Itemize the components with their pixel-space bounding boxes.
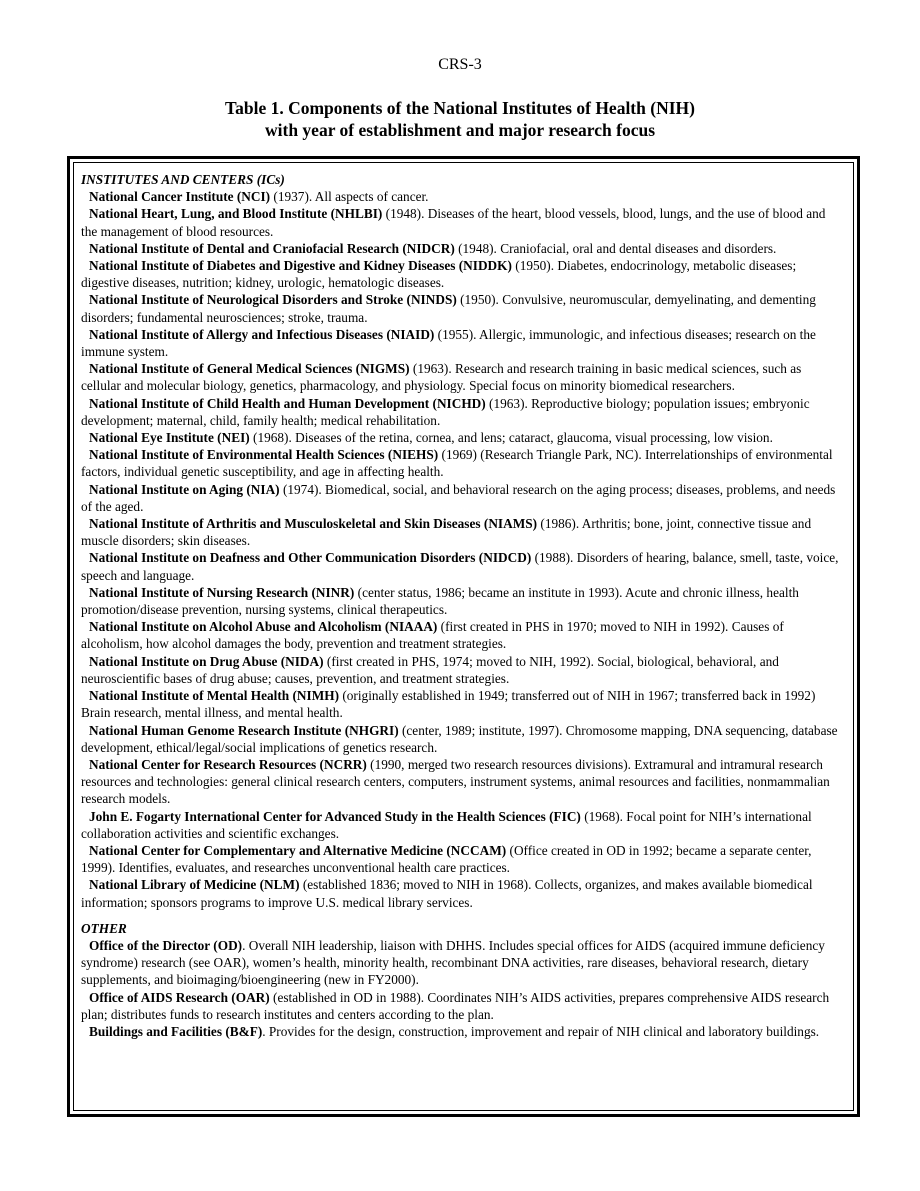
entry-name: National Institute on Drug Abuse (NIDA) bbox=[89, 653, 324, 669]
entry-name: National Eye Institute (NEI) bbox=[89, 430, 250, 446]
entry-description: (1948). Craniofacial, oral and dental diseases and disorders. bbox=[454, 240, 777, 256]
table-entry bbox=[81, 326, 843, 360]
table-entry bbox=[81, 395, 843, 429]
section-spacer bbox=[81, 911, 843, 920]
table-entry bbox=[81, 446, 843, 480]
entry-description: (1968). Diseases of the retina, cornea, and lens; cataract, glaucoma, visual processing, low vision. bbox=[249, 430, 773, 446]
entry-name: National Heart, Lung, and Blood Institute (NHLBI) bbox=[89, 206, 383, 222]
table-entry bbox=[81, 756, 843, 808]
entry-description: (1974). Biomedical, social, and behavioral research on the aging process; diseases, problems, and needs of the aged. bbox=[81, 481, 836, 514]
entry-name: National Institute on Deafness and Other Communication Disorders (NIDCD) bbox=[89, 550, 532, 566]
entry-description: (Office created in OD in 1992; became a separate center, 1999). Identifies, evaluates, and researches unconventional health care practices. bbox=[81, 842, 812, 876]
entry-name: National Institute of Environmental Health Sciences (NIEHS) bbox=[89, 447, 439, 463]
entry-description: (1955). Allergic, immunologic, and infectious diseases; research on the immune system. bbox=[81, 326, 816, 360]
table-entry bbox=[81, 687, 843, 721]
entry-name: Office of the Director (OD) bbox=[89, 937, 243, 953]
entry-description: (1969) (Research Triangle Park, NC). Interrelationships of environmental factors, individual genetic susceptibility, and age in affecting health. bbox=[81, 447, 833, 480]
entry-name: National Center for Complementary and Alternative Medicine (NCCAM) bbox=[89, 842, 507, 858]
table-entry bbox=[81, 842, 843, 876]
table-title bbox=[0, 97, 920, 141]
table-entry bbox=[81, 257, 843, 291]
entry-description: (1950). Convulsive, neuromuscular, demyelinating, and dementing disorders; fundamental neurosciences; stroke, trauma. bbox=[81, 292, 816, 325]
table-entry bbox=[81, 937, 843, 989]
entry-name: National Institute of General Medical Sciences (NIGMS) bbox=[89, 361, 410, 377]
table-entry bbox=[81, 618, 843, 652]
entry-description: (1990, merged two research resources divisions). Extramural and intramural research resources and technologies: general clinical research centers, computers, instrument systems, animal resources and facilities, nonmammalian research models. bbox=[81, 756, 830, 807]
table-entry bbox=[81, 653, 843, 687]
entry-description: . Provides for the design, construction, improvement and repair of NIH clinical and laboratory buildings. bbox=[262, 1023, 820, 1039]
table-entry bbox=[81, 429, 843, 446]
table-entry bbox=[81, 722, 843, 756]
entry-name: John E. Fogarty International Center for Advanced Study in the Health Sciences (FIC) bbox=[89, 808, 581, 824]
entry-name: National Institute of Dental and Craniofacial Research (NIDCR) bbox=[89, 240, 455, 256]
entry-name: Buildings and Facilities (B&F) bbox=[89, 1023, 263, 1039]
entry-name: National Cancer Institute (NCI) bbox=[89, 189, 271, 205]
entry-description: . Overall NIH leadership, liaison with DHHS. Includes special offices for AIDS (acquired immune deficiency syndrome) research (see OAR), women’s health, minority health, recombinant DNA activities, rare diseases, behavioral research, dietary supplements, and bioimaging/bioengineering (new in FY2000). bbox=[81, 937, 825, 988]
section-heading: OTHER bbox=[81, 920, 127, 936]
entry-name: National Institute of Allergy and Infectious Diseases (NIAID) bbox=[89, 326, 435, 342]
table-entry bbox=[81, 291, 843, 325]
page-header: CRS-3 bbox=[438, 56, 482, 73]
entry-description: (1988). Disorders of hearing, balance, smell, taste, voice, speech and language. bbox=[81, 550, 839, 583]
table-entry bbox=[81, 1023, 843, 1040]
entry-name: National Institute on Aging (NIA) bbox=[89, 481, 280, 497]
entry-description: (1950). Diabetes, endocrinology, metabolic diseases; digestive diseases, nutrition; kidney, urologic, hematologic diseases. bbox=[81, 258, 797, 291]
table-entry bbox=[81, 515, 843, 549]
entry-name: National Human Genome Research Institute (NHGRI) bbox=[89, 722, 399, 738]
entry-name: National Institute of Nursing Research (NINR) bbox=[89, 584, 355, 600]
entry-description: (1963). Research and research training in basic medical sciences, such as cellular and molecular biology, genetics, pharmacology, and physiology. Special focus on minority biomedical researchers. bbox=[81, 361, 802, 394]
entry-description: (first created in PHS, 1974; moved to NIH, 1992). Social, biological, behavioral, and neuroscientific bases of drug abuse; causes, prevention, and treatment strategies. bbox=[81, 653, 779, 686]
table-title-line-1: Table 1. Components of the National Institutes of Health (NIH) bbox=[225, 98, 695, 118]
entry-name: National Center for Research Resources (NCRR) bbox=[89, 756, 367, 772]
entry-name: Office of AIDS Research (OAR) bbox=[89, 989, 270, 1005]
table-entry bbox=[81, 989, 843, 1023]
entry-name: National Library of Medicine (NLM) bbox=[89, 877, 300, 893]
table-title-line-2: with year of establishment and major research focus bbox=[265, 120, 655, 140]
table-entry bbox=[81, 808, 843, 842]
table-entry bbox=[81, 188, 843, 205]
entry-name: National Institute of Mental Health (NIMH) bbox=[89, 688, 340, 704]
table-body bbox=[81, 171, 843, 1040]
table-entry bbox=[81, 481, 843, 515]
entry-name: National Institute of Diabetes and Digestive and Kidney Diseases (NIDDK) bbox=[89, 258, 512, 274]
entry-description: (first created in PHS in 1970; moved to NIH in 1992). Causes of alcoholism, how alcohol damages the body, prevention and treatment strategies. bbox=[81, 619, 784, 652]
entry-name: National Institute of Arthritis and Musculoskeletal and Skin Diseases (NIAMS) bbox=[89, 516, 538, 532]
entry-description: (1986). Arthritis; bone, joint, connective tissue and muscle disorders; skin diseases. bbox=[81, 516, 812, 549]
entry-description: (established 1836; moved to NIH in 1968). Collects, organizes, and makes available biomedical information; sponsors programs to improve U.S. medical library services. bbox=[81, 877, 813, 910]
entry-description: (1968). Focal point for NIH’s international collaboration activities and scientific exchanges. bbox=[81, 808, 812, 841]
table-entry bbox=[81, 584, 843, 618]
entry-description: (1963). Reproductive biology; population issues; embryonic development; maternal, child, family health; medical rehabilitation. bbox=[81, 395, 810, 428]
entry-description: (1948). Diseases of the heart, blood vessels, blood, lungs, and the use of blood and the management of blood resources. bbox=[81, 206, 826, 239]
section-heading: INSTITUTES AND CENTERS (ICs) bbox=[81, 172, 285, 187]
entry-description: (center, 1989; institute, 1997). Chromosome mapping, DNA sequencing, database development, ethical/legal/social implications of genetics research. bbox=[81, 722, 838, 755]
table-entry bbox=[81, 360, 843, 394]
table-entry bbox=[81, 240, 843, 257]
entry-name: National Institute of Child Health and Human Development (NICHD) bbox=[89, 395, 486, 411]
entry-description: (1937). All aspects of cancer. bbox=[270, 189, 429, 205]
table-entry bbox=[81, 876, 843, 910]
entry-description: (center status, 1986; became an institute in 1993). Acute and chronic illness, health promotion/disease prevention, nursing systems, clinical therapeutics. bbox=[81, 584, 799, 618]
table-entry bbox=[81, 549, 843, 583]
entry-name: National Institute on Alcohol Abuse and Alcoholism (NIAAA) bbox=[89, 619, 438, 635]
entry-description: (established in OD in 1988). Coordinates NIH’s AIDS activities, prepares comprehensive AIDS research plan; distributes funds to research institutes and centers according to the plan. bbox=[81, 989, 830, 1022]
entry-description: (originally established in 1949; transferred out of NIH in 1967; transferred back in 1992) Brain research, mental illness, and mental health. bbox=[81, 688, 816, 721]
entry-name: National Institute of Neurological Disorders and Stroke (NINDS) bbox=[89, 292, 457, 308]
table-entry bbox=[81, 205, 843, 239]
